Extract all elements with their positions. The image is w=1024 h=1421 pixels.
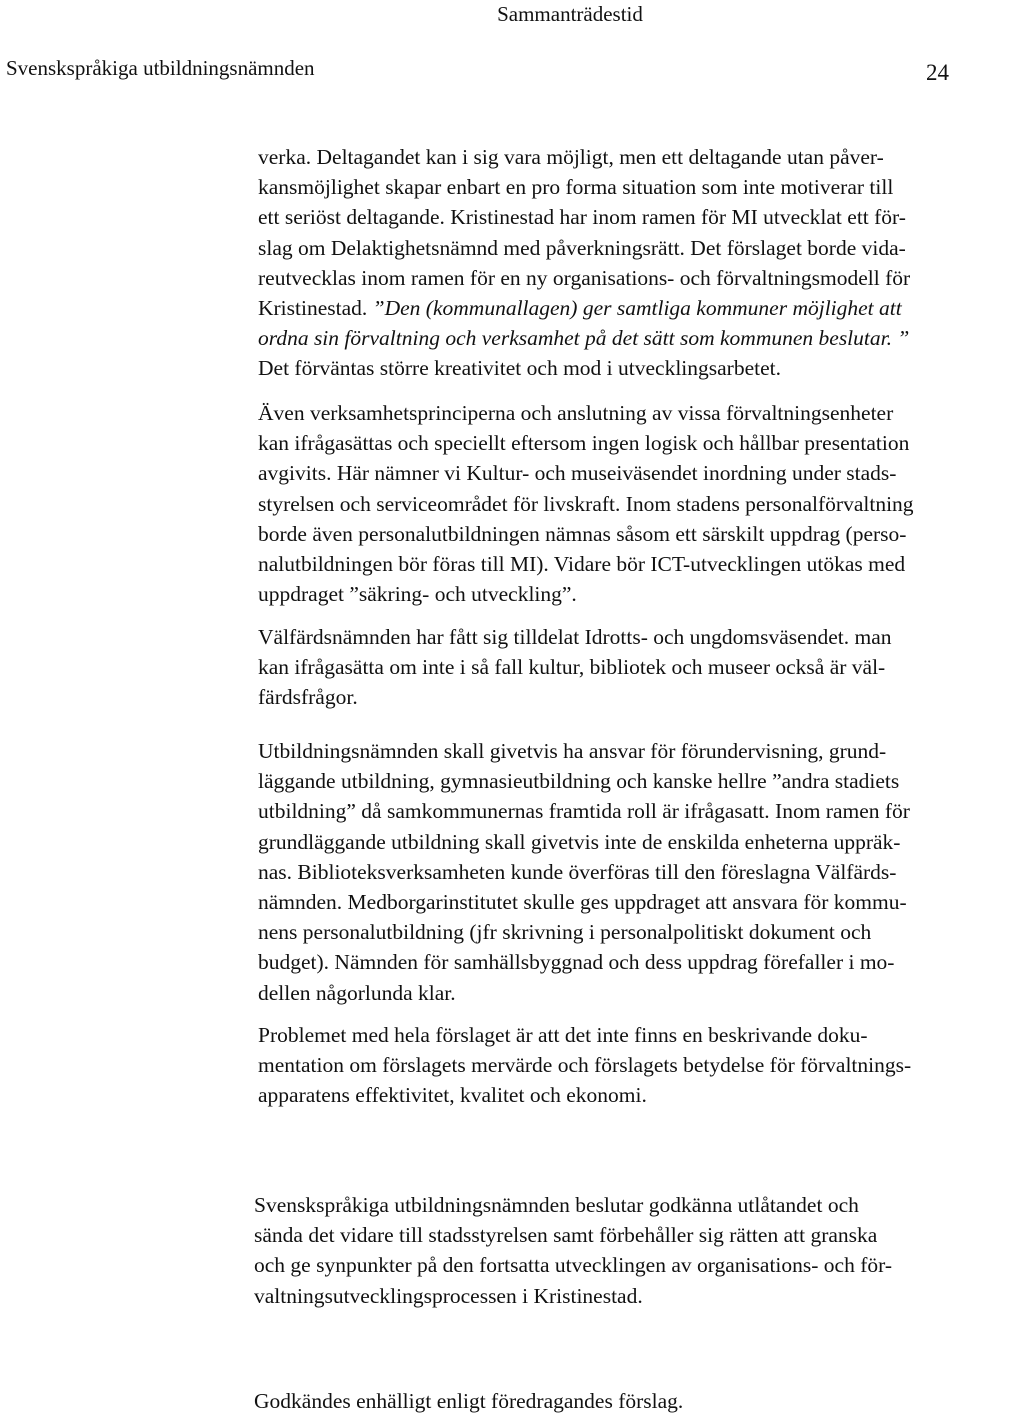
committee-name: Svenskspråkiga utbildningsnämnden [6, 56, 315, 80]
text-line: avgivits. Här nämner vi Kultur- och museiväsendet inordning under stads- [258, 461, 897, 486]
text-line: Godkändes enhälligt enligt föredragandes förslag. [254, 1389, 684, 1413]
text-segment: Kristinestad. [258, 296, 373, 321]
text-line: verka. Deltagandet kan i sig vara möjligt, men ett deltagande utan påver- [258, 145, 884, 169]
text-line: nämnden. Medborgarinstitutet skulle ges uppdraget att ansvara för kommu- [258, 890, 907, 915]
text-line: kan ifrågasättas och speciellt eftersom ingen logisk och hållbar presentation [258, 431, 910, 456]
text-line: Svenskspråkiga utbildningsnämnden beslutar godkänna utlåtandet och [254, 1193, 859, 1217]
text-line: utbildning” då samkommunernas framtida roll är ifrågasatt. Inom ramen för [258, 799, 910, 824]
text-line: kansmöjlighet skapar enbart en pro forma situation som inte motiverar till [258, 175, 894, 200]
text-line: Välfärdsnämnden har fått sig tilldelat Idrotts- och ungdomsväsendet. man [258, 625, 892, 649]
text-line: färdsfrågor. [258, 685, 358, 710]
text-line: Det förväntas större kreativitet och mod i utvecklingsarbetet. [258, 356, 781, 381]
text-line: nalutbildningen bör föras till MI). Vidare bör ICT-utvecklingen utökas med [258, 552, 906, 577]
text-line: kan ifrågasätta om inte i så fall kultur, bibliotek och museer också är väl- [258, 655, 886, 680]
text-line: reutvecklas inom ramen för en ny organisations- och förvaltningsmodell för [258, 265, 911, 290]
law-quote: ”Den (kommunallagen) ger samtliga kommuner möjlighet att [372, 296, 902, 321]
text-line: nas. Biblioteksverksamheten kunde överföras till den föreslagna Välfärds- [258, 859, 897, 884]
text-line: och ge synpunkter på den fortsatta utvecklingen av organisations- och för- [254, 1253, 893, 1278]
law-quote-continued: ordna sin förvaltning och verksamhet på det sätt som kommunen beslutar. ” [258, 326, 910, 351]
text-line: Problemet med hela förslaget är att det inte finns en beskrivande doku- [258, 1023, 868, 1047]
paragraph-education [258, 736, 1018, 1008]
text-line: ett seriöst deltagande. Kristinestad har inom ramen för MI utvecklat ett för- [258, 205, 906, 230]
text-line: borde även personalutbildningen nämnas såsom ett särskilt uppdrag (perso- [258, 521, 907, 546]
page-number: 24 [926, 60, 949, 85]
text-line: slag om Delaktighetsnämnd med påverkningsrätt. Det förslaget borde vida- [258, 235, 906, 260]
paragraph-participation [258, 142, 1018, 384]
text-line [258, 293, 1018, 323]
text-line: mentation om förslagets mervärde och förslagets betydelse för förvaltnings- [258, 1053, 912, 1078]
paragraph-decision [254, 1190, 1014, 1311]
paragraph-problem [258, 1020, 1018, 1111]
text-line: Även verksamhetsprinciperna och anslutning av vissa förvaltningsenheter [258, 401, 894, 425]
text-line: läggande utbildning, gymnasieutbildning och kanske hellre ”andra stadiets [258, 769, 900, 794]
paragraph-principles [258, 398, 1018, 609]
text-line: apparatens effektivitet, kvalitet och ekonomi. [258, 1083, 647, 1108]
text-line: valtningsutvecklingsprocessen i Kristinestad. [254, 1283, 643, 1308]
text-line: dellen någorlunda klar. [258, 980, 456, 1005]
text-line: nens personalutbildning (jfr skrivning i personalpolitiskt dokument och [258, 920, 872, 945]
text-line: Utbildningsnämnden skall givetvis ha ansvar för förundervisning, grund- [258, 739, 887, 763]
text-line: sända det vidare till stadsstyrelsen samt förbehåller sig rätten att granska [254, 1223, 878, 1248]
text-line: uppdraget ”säkring- och utveckling”. [258, 582, 577, 607]
text-line: grundläggande utbildning skall givetvis inte de enskilda enheterna uppräk- [258, 829, 901, 854]
meeting-date-label: Sammanträdestid [497, 2, 643, 26]
approval-statement [254, 1386, 1014, 1416]
paragraph-welfare [258, 622, 1018, 713]
text-line: budget). Nämnden för samhällsbyggnad och dess uppdrag förefaller i mo- [258, 950, 895, 975]
text-line: styrelsen och serviceområdet för livskraft. Inom stadens personalförvaltning [258, 491, 914, 516]
